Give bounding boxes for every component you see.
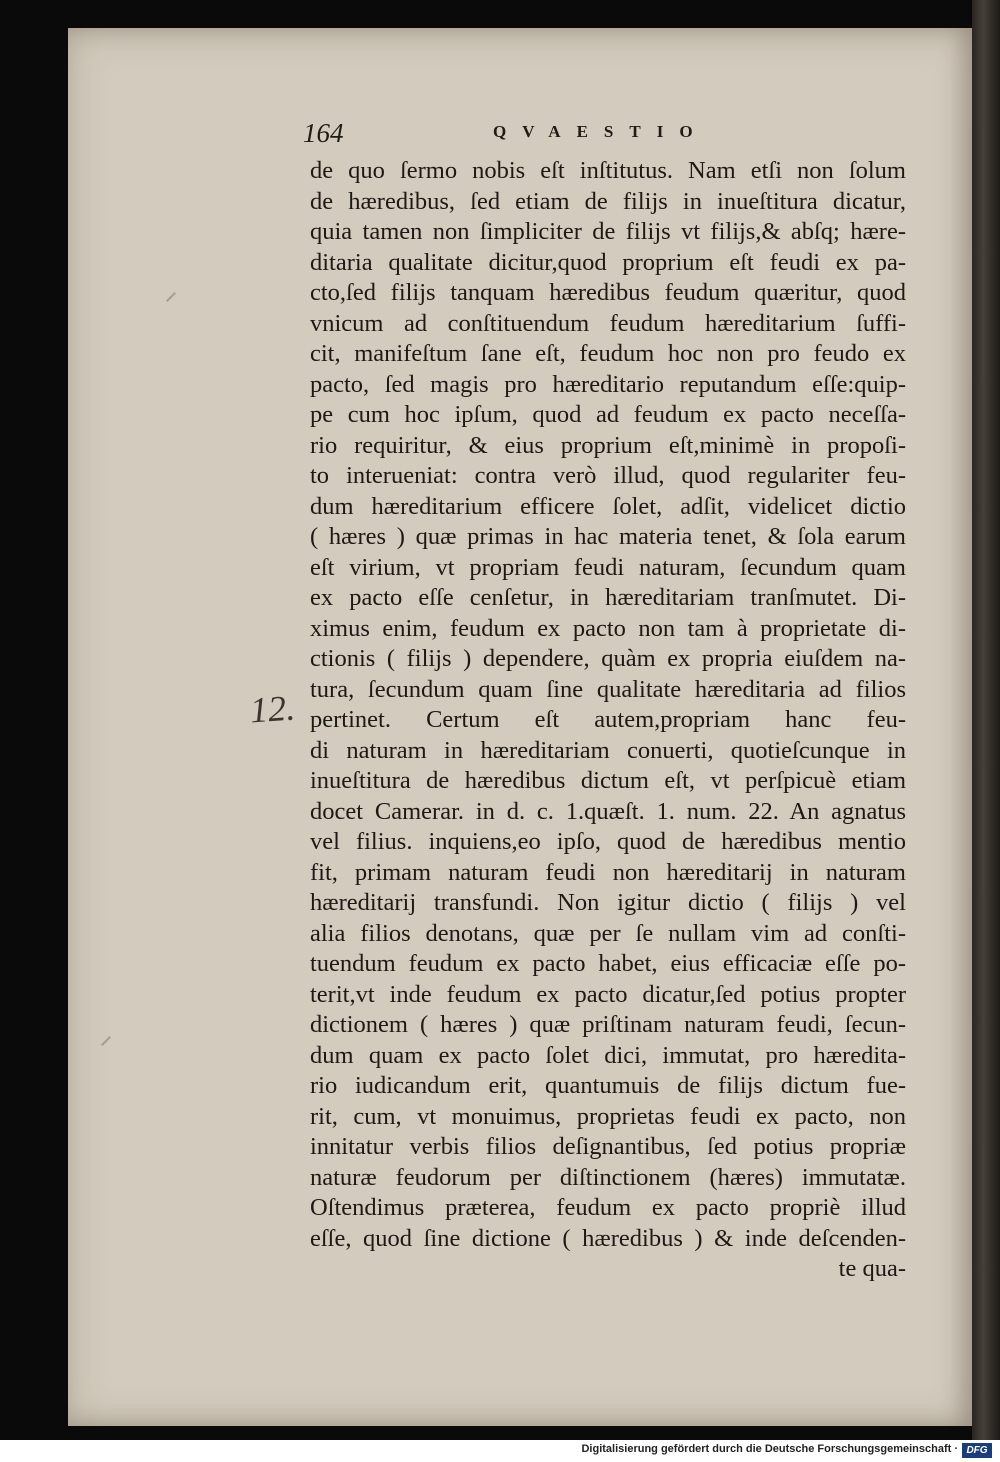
page-number: 164 — [303, 118, 344, 148]
text-line: de hæredibus, ſed etiam de filijs in inueſtitura dicatur, — [310, 187, 906, 215]
text-line: eſſe, quod ſine dictione ( hæredibus ) & inde deſcenden- — [310, 1224, 906, 1252]
text-line: naturæ feudorum per diſtinctionem (hæres) immutatæ. — [310, 1163, 906, 1191]
text-line: ex pacto eſſe cenſetur, in hæreditariam tranſmutet. Di- — [310, 584, 906, 611]
text-line: de quo ſermo nobis eſt inſtitutus. Nam etſi non ſolum — [310, 157, 906, 184]
text-line: Oſtendimus præterea, feudum ex pacto propriè illud — [310, 1194, 906, 1221]
text-line: vnicum ad conſtituendum feudum hæreditarium ſuffi- — [310, 309, 906, 337]
text-line: inueſtitura de hæredibus dictum eſt, vt perſpicuè etiam — [310, 767, 906, 794]
text-line: ( hæres ) quæ primas in hac materia tenet, & ſola earum — [310, 523, 906, 550]
text-line: cto,ſed filijs tanquam hæredibus feudum quæritur, quod — [310, 279, 906, 306]
text-line: di naturam in hæreditariam conuerti, quotieſcunque in — [310, 736, 906, 764]
footer-bar — [0, 1440, 1000, 1462]
text-line: quia tamen non ſimpliciter de filijs vt filijs,& abſq; hære- — [310, 218, 906, 245]
text-line: ctionis ( filijs ) dependere, quàm ex propria eiuſdem na- — [310, 645, 906, 672]
text-line: hæreditarij transfundi. Non igitur dictio ( filijs ) vel — [310, 889, 906, 916]
text-line: innitatur verbis filios deſignantibus, ſed potius propriæ — [310, 1133, 906, 1160]
text-line: dum quam ex pacto ſolet dici, immutat, pro hæredita- — [310, 1041, 906, 1069]
text-line: terit,vt inde feudum ex pacto dicatur,ſed potius propter — [310, 980, 906, 1008]
text-line: ximus enim, feudum ex pacto non tam à proprietate di- — [310, 614, 906, 642]
text-line: pe cum hoc ipſum, quod ad feudum ex pacto neceſſa- — [310, 401, 906, 428]
text-line: dum hæreditarium efficere ſolet, adſit, videlicet dictio — [310, 492, 906, 520]
catchword: te qua- — [838, 1255, 906, 1282]
text-line: rio requiritur, & eius proprium eſt,minimè in propoſi- — [310, 431, 906, 459]
running-head — [303, 118, 903, 152]
text-line: dictionem ( hæres ) quæ priſtinam naturam feudi, ſecun- — [310, 1011, 906, 1038]
text-line: eſt virium, vt propriam feudi naturam, ſecundum quam — [310, 553, 906, 581]
funding-notice: Digitalisierung gefördert durch die Deutsche Forschungsgemeinschaft · — [581, 1443, 958, 1455]
text-line: pacto, ſed magis pro hæreditario reputandum eſſe:quip- — [310, 370, 906, 398]
text-line: rio iudicandum erit, quantumuis de filijs dictum fue- — [310, 1072, 906, 1099]
text-line: vel filius. inquiens,eo ipſo, quod de hæredibus mentio — [310, 828, 906, 855]
text-line: pertinet. Certum eſt autem,propriam hanc feu- — [310, 706, 906, 733]
text-line: tuendum feudum ex pacto habet, eius efficaciæ eſſe po- — [310, 950, 906, 977]
text-line: ditaria qualitate dicitur,quod proprium eſt feudi ex pa- — [310, 248, 906, 276]
text-line: to interueniat: contra verò illud, quod regulariter feu- — [310, 462, 906, 489]
text-line: fit, primam naturam feudi non hæreditarij in naturam — [310, 858, 906, 886]
text-line: cit, manifeſtum ſane eſt, feudum hoc non pro feudo ex — [310, 340, 906, 367]
dfg-logo: DFG — [962, 1443, 992, 1458]
binding-edge — [972, 0, 1000, 1440]
body-text — [310, 156, 906, 1285]
text-line: alia filios denotans, quæ per ſe nullam vim ad conſti- — [310, 919, 906, 947]
running-head-title: QVAESTIO — [493, 122, 709, 141]
text-line: rit, cum, vt monuimus, proprietas feudi ex pacto, non — [310, 1102, 906, 1130]
text-line: tura, ſecundum quam ſine qualitate hæreditaria ad filios — [310, 675, 906, 703]
text-line: docet Camerar. in d. c. 1.quæſt. 1. num. 22. An agnatus — [310, 797, 906, 825]
handwritten-margin-note: 12. — [248, 687, 297, 731]
